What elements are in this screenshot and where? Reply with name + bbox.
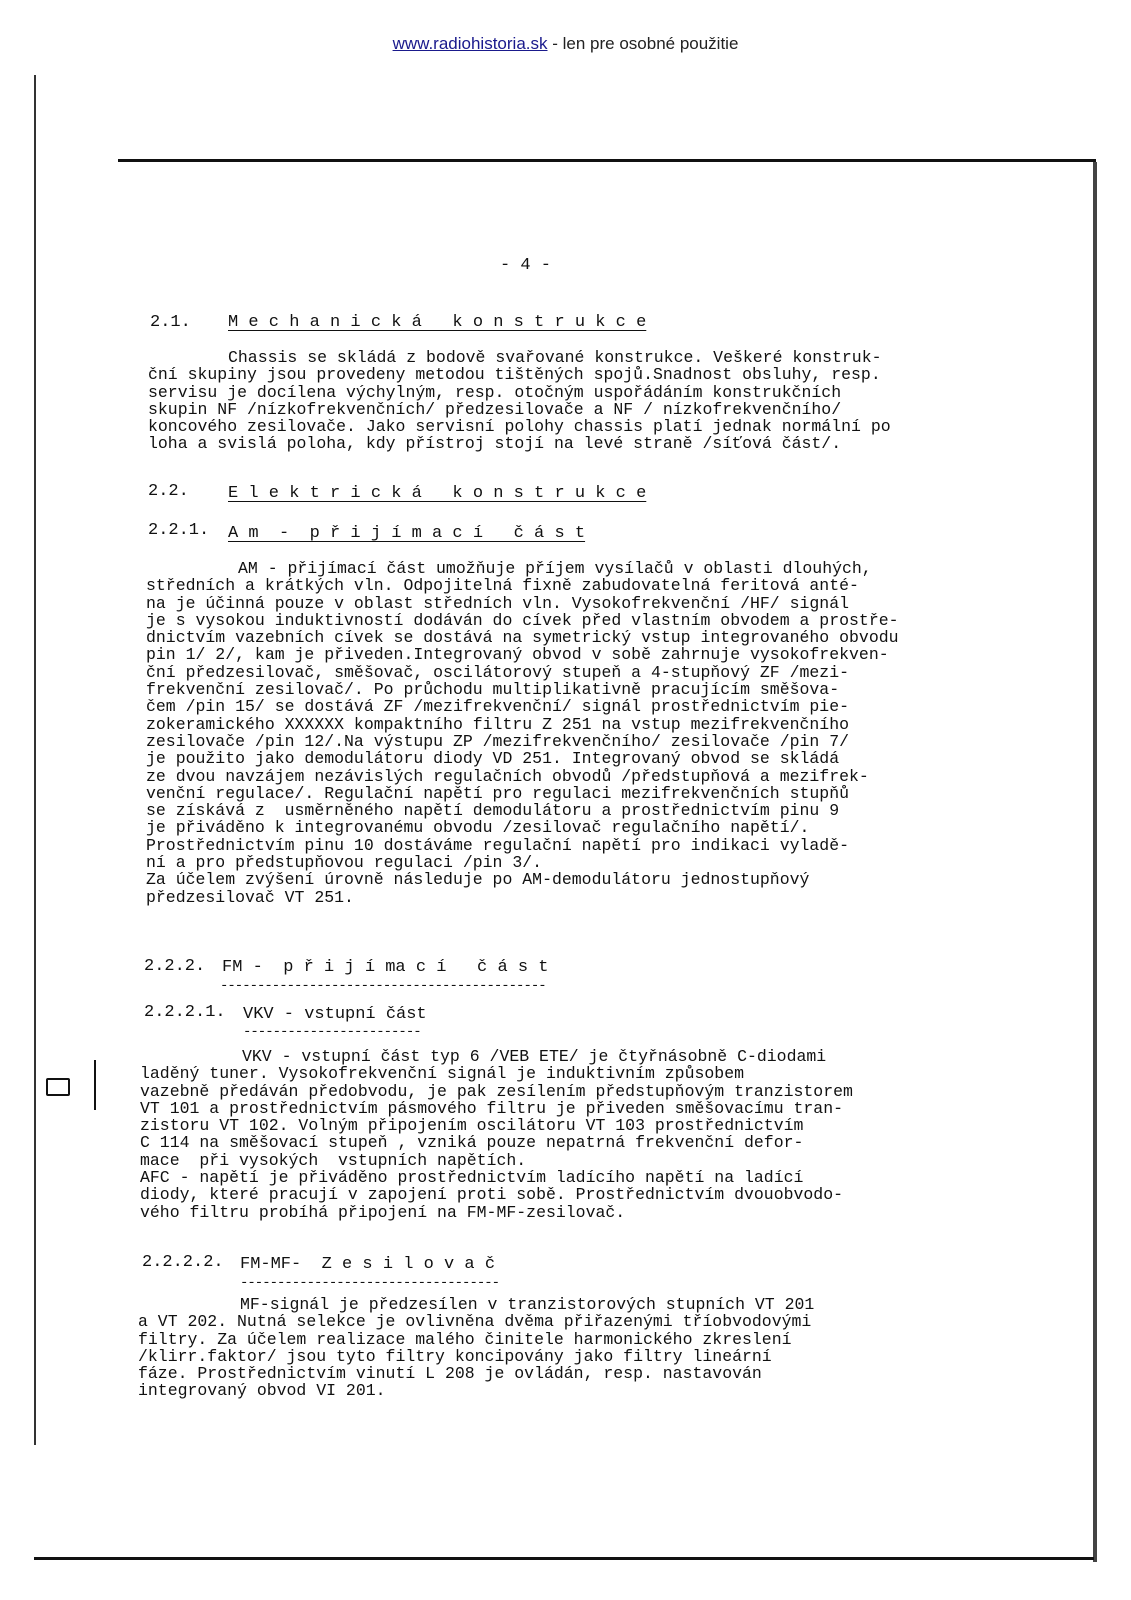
scan-rule-bottom — [34, 1557, 1094, 1560]
section-2-2-1-text: AM - přijímací část umožňuje příjem vysílačů v oblasti dlouhých, středních a krátkých vln. Odpojitelná fixně zabudovatelná feritová anté- na je účinná pouze v oblast středních vln. Vysokofrekvenční /HF/ signál je s vysokou induktivností dodáván do cívek před vlastním obvodem a prostře- dnictvím vazebních cívek se dostává na symetrický vstup integrovaného obvodu pin 1/ 2/, kam je přiveden.Integrovaný obvod v sobě zahrnuje vysokofrekven- ční předzesilovač, směšovač, oscilátorový stupeň a 4-stupňový ZF /mezi- frekvenční zesilovač/. Po průchodu multiplikativně pracujícím směšova- čem /pin 15/ se dostává ZF /mezifrekvenční/ signál prostřednictvím pie- zokeramického XXXXXX kompaktního filtru Z 251 na vstup mezifrekvenčního zesilovače /pin 12/.Na výstupu ZP /mezifrekvenčního/ zesilovače /pin 7/ je použito jako demodulátoru diody VD 251. Integrovaný obvod se skládá ze dvou navzájem nezávislých regulačních obvodů /předstupňová a mezifrek- venční regulace/. Regulační napětí pro regulaci mezifrekvenčních stupňů se získává z usměrněného napětí demodulátoru a prostřednictvím pinu 9 je přiváděno k integrovanému obvodu /zesilovač regulačního napětí/. Prostřednictvím pinu 10 dostáváme regulační napětí pro indikaci vyladě- ní a pro předstupňovou regulaci /pin 3/. Za účelem zvýšení úrovně následuje po AM-demodulátoru jednostupňový předzesilovač VT 251. — [146, 559, 899, 907]
page-number: - 4 - — [500, 256, 552, 275]
section-2-2-2-underline: -------------------------------------------- — [220, 978, 546, 994]
scan-edge-left — [34, 75, 36, 1445]
section-2-2-1-title: A m - p ř i j í m a c í č á s t — [228, 524, 586, 543]
section-2-2-2-number: 2.2.2. — [144, 957, 206, 976]
section-2-2-2-1-title: VKV - vstupní část — [243, 1005, 427, 1024]
section-2-1-title: M e c h a n i c k á k o n s t r u k c e — [228, 313, 647, 332]
page-header — [0, 34, 1131, 54]
website-link[interactable]: www.radiohistoria.sk — [392, 34, 548, 53]
section-2-2-2-2-body — [138, 1296, 814, 1400]
section-2-2-2-1-body — [140, 1048, 853, 1221]
section-2-2-2-2-underline: ----------------------------------- — [240, 1275, 500, 1291]
section-2-2-1-number: 2.2.1. — [148, 521, 210, 540]
section-2-1-body — [148, 349, 891, 453]
scan-edge-right — [1093, 162, 1097, 1562]
section-2-2-1-body — [146, 560, 899, 906]
section-2-2-2-title: FM - p ř i j í ma c í č á s t — [222, 958, 549, 977]
binder-clip-icon — [46, 1078, 70, 1096]
section-2-2-2-1-underline: ------------------------ — [243, 1024, 421, 1040]
section-2-2-2-2-number: 2.2.2.2. — [142, 1253, 224, 1272]
section-2-2-2-2-title: FM-MF- Z e s i l o v a č — [240, 1255, 496, 1274]
scan-rule-top — [118, 159, 1096, 162]
section-2-2-2-1-text: VKV - vstupní část typ 6 /VEB ETE/ je čtyřnásobně C-diodami laděný tuner. Vysokofrekvenční signál je induktivním způsobem vazebně předáván předobvodu, je pak zesílením předstupňovým tranzistorem VT 101 a prostřednictvím pásmového filtru je přiveden směšovacímu tran- zistoru VT 102. Volným připojením oscilátoru VT 103 prostřednictvím C 114 na směšovací stupeň , vzniká pouze nepatrná frekvenční defor- mace při vysokých vstupních napětích. AFC - napětí je přiváděno prostřednictvím ladícího napětí na ladící diody, které pracují v zapojení proti sobě. Prostřednictvím dvouobvodo- vého filtru probíhá připojení na FM-MF-zesilovač. — [140, 1047, 853, 1222]
header-note: - len pre osobné použitie — [547, 34, 739, 53]
section-2-2-2-2-text: MF-signál je předzesílen v tranzistorových stupních VT 201 a VT 202. Nutná selekce je ovlivněna dvěma přiřazenými tříobvodovými filtry. Za účelem realizace malého činitele harmonického zkreslení /klirr.faktor/ jsou tyto filtry koncipovány jako filtry lineární fáze. Prostřednictvím vinutí L 208 je ovládán, resp. nastavován integrovaný obvod VI 201. — [138, 1295, 815, 1401]
section-2-2-title: E l e k t r i c k á k o n s t r u k c e — [228, 484, 647, 503]
section-2-1-number: 2.1. — [150, 313, 191, 332]
section-2-2-number: 2.2. — [148, 482, 189, 501]
section-2-1-text: Chassis se skládá z bodově svařované konstrukce. Veškeré konstruk- ční skupiny jsou provedeny metodou tištěných spojů.Snadnost obsluhy, resp. servisu je docílena výchylným, resp. otočným uspořádáním konstrukčních skupin NF /nízkofrekvenčních/ předzesilovače a NF / nízkofrekvenčního/ koncového zesilovače. Jako servisní polohy chassis platí jednak normální po loha a svislá poloha, kdy přístroj stojí na levé straně /síťová část/. — [148, 348, 891, 454]
section-2-2-2-1-number: 2.2.2.1. — [144, 1003, 226, 1022]
